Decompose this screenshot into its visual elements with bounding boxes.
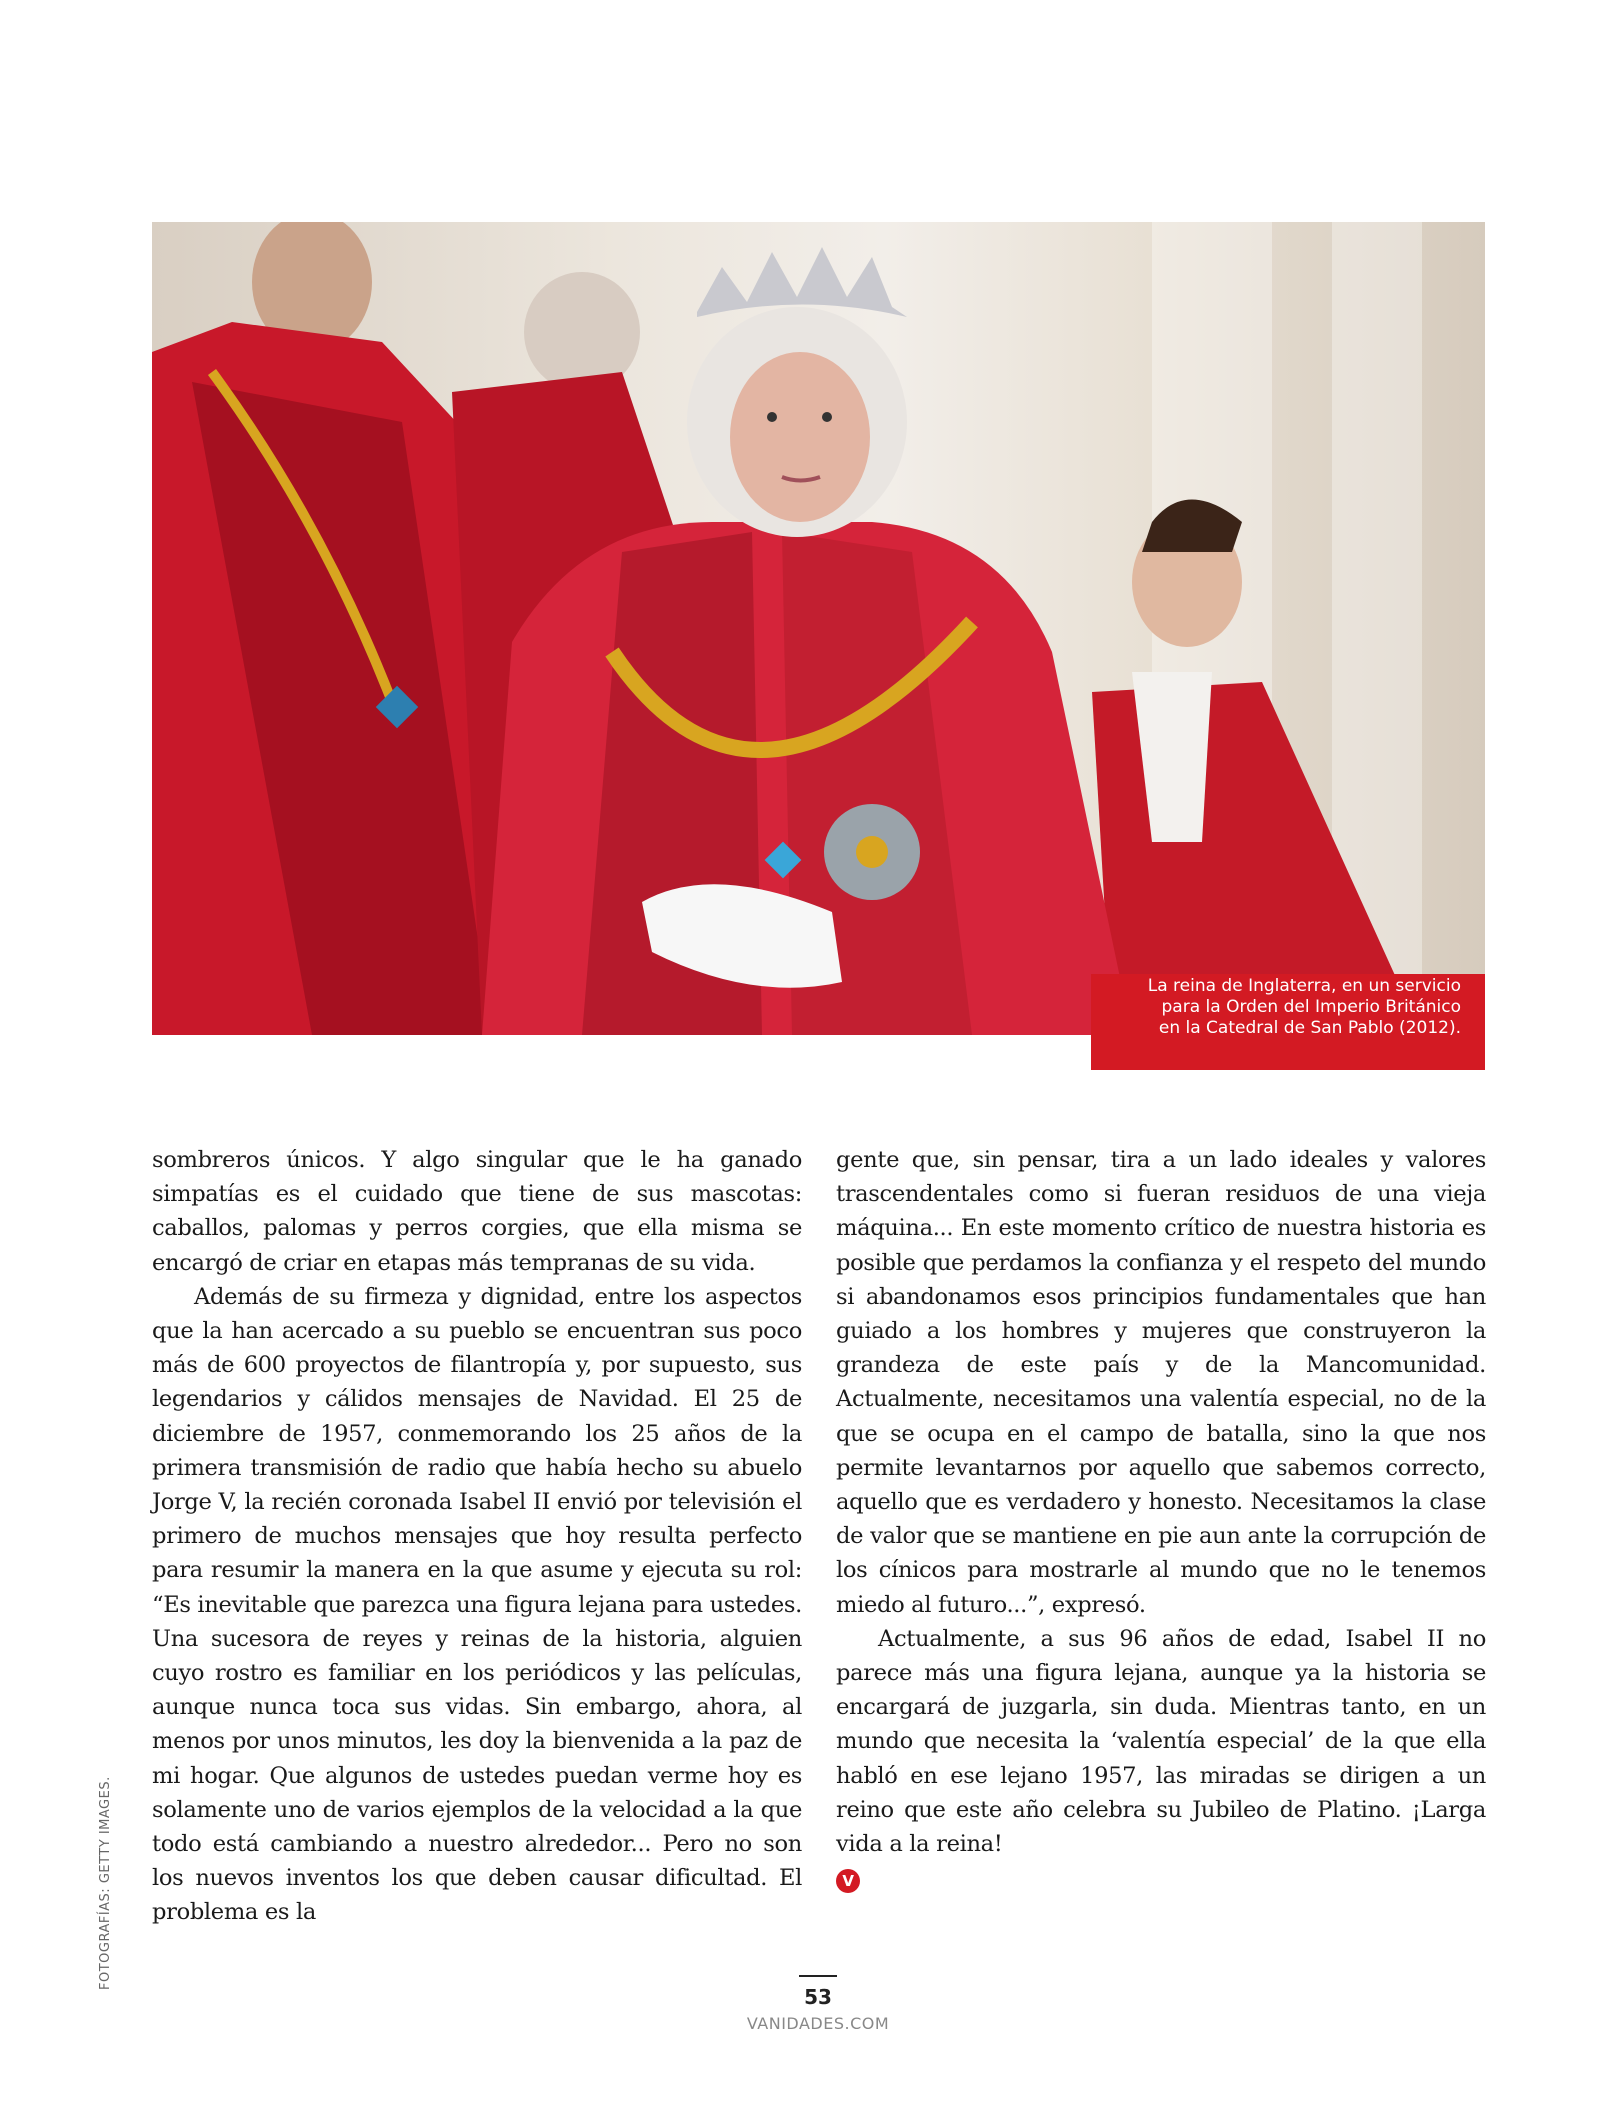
footer-divider bbox=[799, 1975, 837, 1977]
caption-line: para la Orden del Imperio Británico bbox=[1161, 997, 1461, 1017]
article-column-right bbox=[836, 1143, 1486, 1895]
photo-caption bbox=[1091, 976, 1461, 1039]
article-paragraph: Actualmente, a sus 96 años de edad, Isabel II no parece más una figura lejana, aunque ya la historia se encargará de juzgarla, sin duda. Mientras tanto, en un mundo que necesita la ‘valentía especial’ de la que ella habló en ese lejano 1957, las miradas se dirigen a un reino que este año celebra su Jubileo de Platino. ¡Larga vida a la reina! bbox=[836, 1625, 1486, 1858]
article-paragraph: Además de su firmeza y dignidad, entre los aspectos que la han acercado a su pueblo se encuentran sus poco más de 600 proyectos de filantropía y, por supuesto, sus legendarios y cálidos mensajes de Navidad. El 25 de diciembre de 1957, conmemorando los 25 años de la primera transmisión de radio que había hecho su abuelo Jorge V, la recién coronada Isabel II envió por televisión el primero de muchos mensajes que hoy resulta perfecto para resumir la manera en la que asume y ejecuta su rol: “Es inevitable que parezca una figura lejana para ustedes. Una sucesora de reyes y reinas de la historia, alguien cuyo rostro es familiar en los periódicos y las películas, aunque nunca toca sus vidas. Sin embargo, ahora, al menos por unos minutos, les doy la bienvenida a la paz de mi hogar. Que algunos de ustedes puedan verme hoy es solamente uno de varios ejemplos de la velocidad a la que todo está cambiando a nuestro alrededor... Pero no son los nuevos inventos los que deben causar dificultad. El problema es la bbox=[152, 1283, 803, 1926]
article-paragraph: sombreros únicos. Y algo singular que le ha ganado simpatías es el cuidado que tiene de sus mascotas: caballos, palomas y perros corgies, que ella misma se encargó de criar en etapas más tempranas de su vida. bbox=[152, 1147, 802, 1276]
main-photo bbox=[152, 222, 1485, 1035]
photo-credit: FOTOGRAFÍAS: GETTY IMAGES. bbox=[98, 1776, 113, 1990]
site-url: VANIDADES.COM bbox=[746, 2014, 890, 2033]
page-number: 53 bbox=[804, 1985, 832, 2009]
caption-line: La reina de Inglaterra, en un servicio bbox=[1147, 976, 1461, 996]
end-mark-icon: V bbox=[836, 1869, 860, 1893]
caption-line: en la Catedral de San Pablo (2012). bbox=[1158, 1018, 1461, 1038]
photo-illustration bbox=[152, 222, 1485, 1035]
article-column-left bbox=[152, 1143, 802, 1930]
article-paragraph: gente que, sin pensar, tira a un lado ideales y valores trascendentales como si fueran residuos de una vieja máquina... En este momento crítico de nuestra historia es posible que perdamos la confianza y el respeto del mundo si abandonamos esos principios fundamentales que han guiado a los hombres y mujeres que construyeron la grandeza de este país y de la Mancomunidad. Actualmente, necesitamos una valentía especial, no de la que se ocupa en el campo de batalla, sino la que nos permite levantarnos por aquello que sabemos correcto, aquello que es verdadero y honesto. Necesitamos la clase de valor que se mantiene en pie aun ante la corrupción de los cínicos para mostrarle al mundo que no le tenemos miedo al futuro...”, expresó. bbox=[836, 1147, 1486, 1618]
